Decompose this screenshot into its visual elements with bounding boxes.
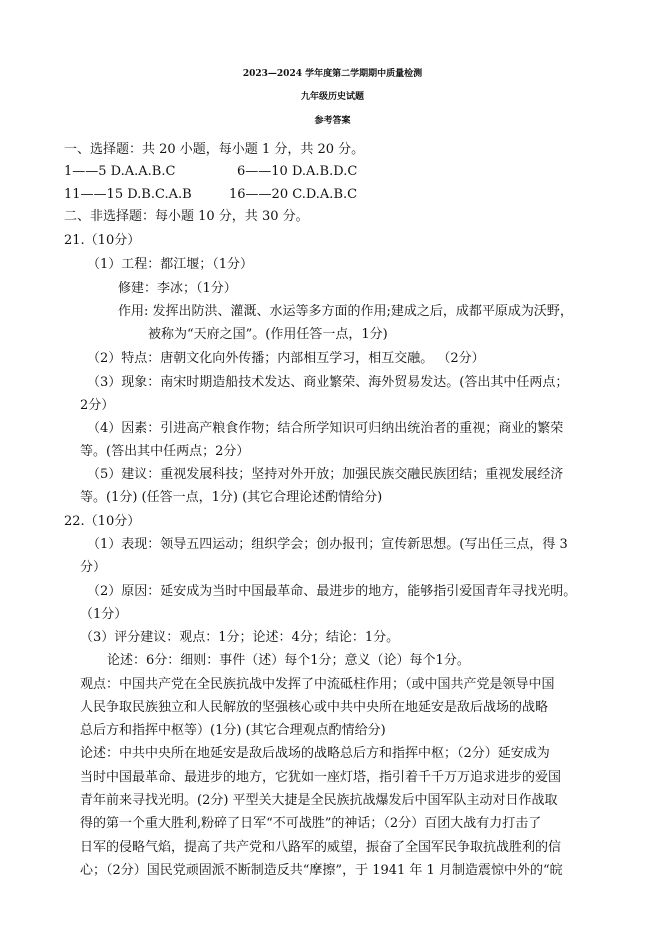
exam-subtitle: 九年级历史试题 [300, 92, 364, 102]
q22-part2-line2: （1分） [80, 607, 128, 622]
q21-part1-line2: 修建：李冰；（1分） [118, 281, 237, 296]
q21-part3-line2: 2分） [80, 398, 115, 413]
q22-part2-line1: （2）原因：延安成为当时中国最革命、最进步的地方，能够指引爱国青年寻找光明。 [87, 584, 577, 599]
exam-title: 2023—2024 学年度第二学期期中质量检测 [242, 69, 423, 79]
q22-argument-line1: 论述：中共中央所在地延安是敌后战场的战略总后方和指挥中枢；（2分）延安成为 [80, 746, 550, 761]
q21-number: 21.（10分） [64, 233, 141, 248]
mc-answers-6-10: 6——10 D.A.B.D.C [237, 164, 358, 179]
q22-viewpoint-line2: 人民争取民族独立和人民解放的坚强核心或中共中央所在地延安是敌后战场的战略 [80, 700, 549, 715]
q22-argument-line3: 青年前来寻找光明。(2分) 平型关大捷是全民族抗战爆发后中国军队主动对日作战取 [80, 793, 558, 808]
q22-part1-line2: 分） [80, 560, 107, 575]
q22-viewpoint-line3: 总后方和指挥中枢等）(1分) (其它合理观点酌情给分) [80, 723, 386, 738]
q22-number: 22.（10分） [64, 514, 141, 529]
q22-viewpoint-line1: 观点：中国共产党在全民族抗战中发挥了中流砥柱作用；（或中国共产党是领导中国 [80, 677, 555, 692]
mc-answers-16-20: 16——20 C.D.A.B.C [229, 187, 358, 202]
q22-part1-line1: （1）表现：领导五四运动；组织学会；创办报刊；宣传新思想。(写出任三点，得 3 [87, 537, 568, 552]
mc-answers-1-5: 1——5 D.A.A.B.C [64, 164, 176, 179]
q22-argument-line5: 日军的侵略气焰，提高了共产党和八路军的威望，振奋了全国军民争取抗战胜利的信 [80, 840, 562, 855]
q22-argument-line6: 心；（2分）国民党顽固派不断制造反共“摩擦”，于 1941 年 1 月制造震惊中外的“皖 [80, 863, 563, 878]
q21-part5-line1: （5）建议：重视发展科技；坚持对外开放；加强民族交融民族团结；重视发展经济 [87, 467, 564, 482]
q21-part4-line1: （4）因素：引进高产粮食作物；结合所学知识可归纳出统治者的重视；商业的繁荣 [87, 421, 564, 436]
q21-part1-line1: （1）工程：都江堰；（1分） [87, 257, 254, 272]
q21-part5-line2: 等。(1分) (任答一点，1分) (其它合理论述酌情给分) [80, 490, 383, 505]
q22-argument-line2: 当时中国最革命、最进步的地方，它犹如一座灯塔，指引着千千万万追求进步的爱国 [80, 770, 562, 785]
q21-part2: （2）特点：唐朝文化向外传播；内部相互学习，相互交融。 （2分） [87, 351, 485, 366]
q22-part3-line2: 论述：6分：细则：事件（述）每个1分；意义（论）每个1分。 [107, 653, 470, 668]
q21-part1-line4: 被称为“天府之国”。(作用任答一点，1分) [148, 327, 388, 342]
q21-part3-line1: （3）现象：南宋时期造船技术发达、商业繁荣、海外贸易发达。(答出其中任两点； [87, 375, 569, 390]
section2-heading: 二、非选择题：每小题 10 分，共 30 分。 [64, 209, 309, 224]
mc-answers-11-15: 11——15 D.B.C.A.B [64, 187, 192, 202]
q22-part3-line1: （3）评分建议：观点：1分；论述：4分；结论：1分。 [80, 630, 400, 645]
answer-key-heading: 参考答案 [314, 116, 351, 126]
q21-part1-line3: 作用: 发挥出防洪、灌溉、水运等多方面的作用;建成之后，成都平原成为沃野， [118, 304, 573, 319]
q22-argument-line4: 得的第一个重大胜利,粉碎了日军“不可战胜”的神话；（2分）百团大战有力打击了 [80, 816, 542, 831]
section1-heading: 一、选择题：共 20 小题，每小题 1 分，共 20 分。 [64, 142, 365, 157]
q21-part4-line2: 等。(答出其中任两点；2分） [80, 444, 250, 459]
